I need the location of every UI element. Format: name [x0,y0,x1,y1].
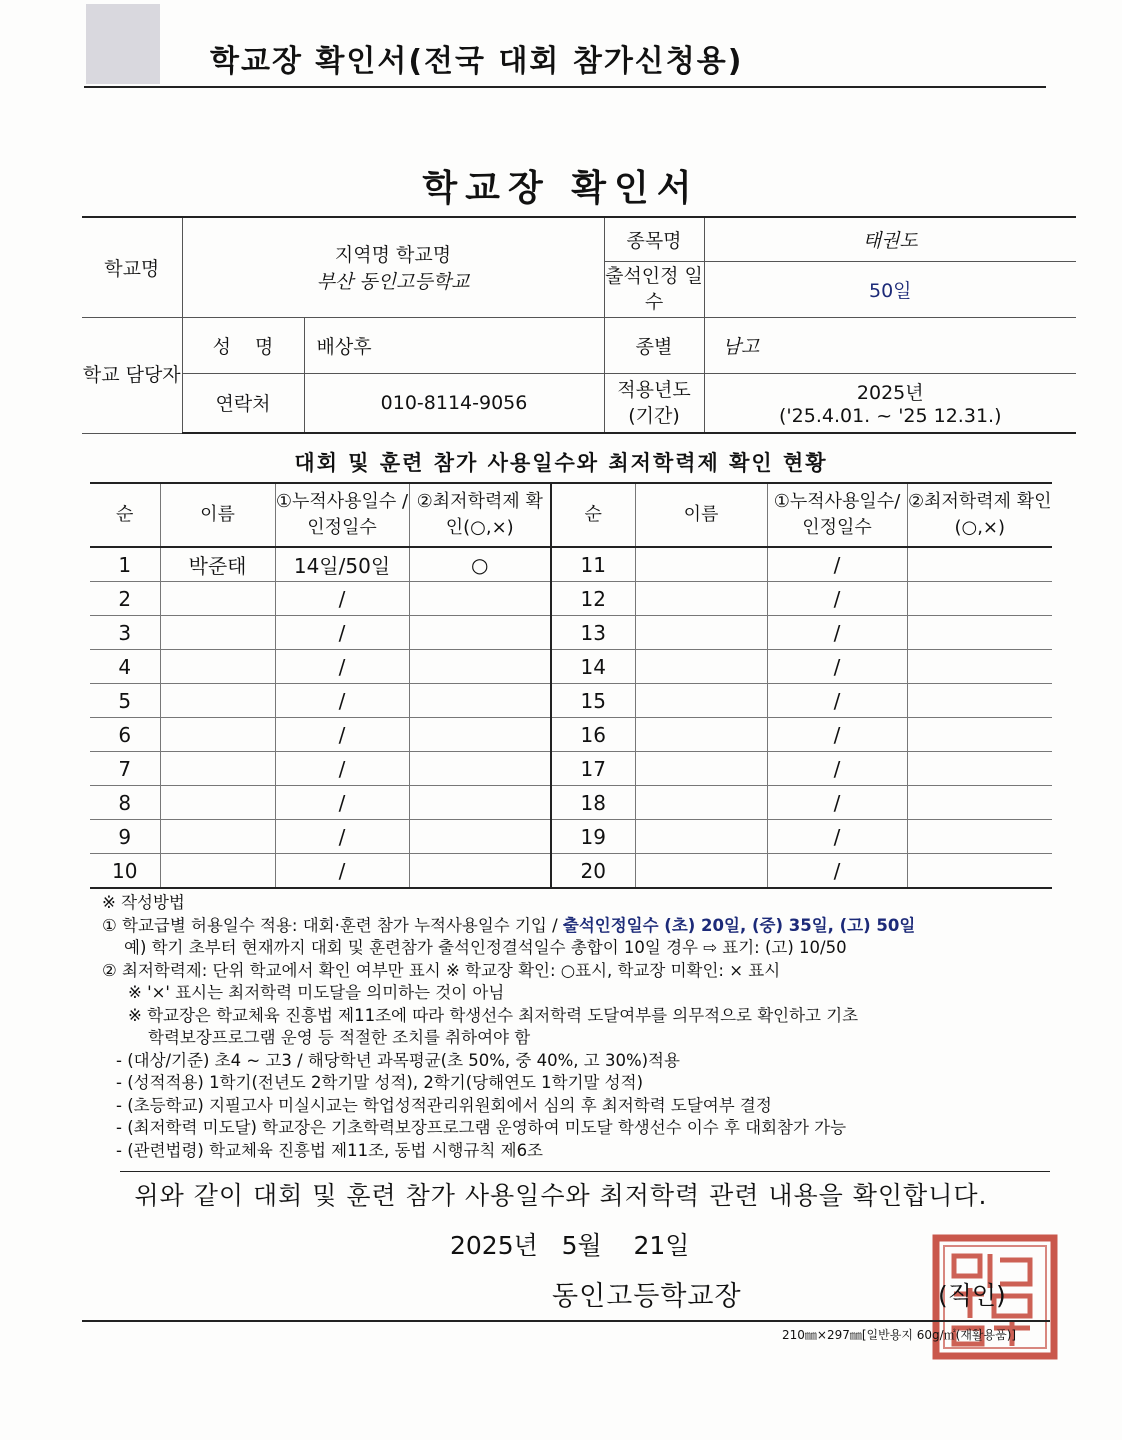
school-value: 부산 동인고등학교 [316,271,470,294]
table-cell: 박준태 [160,547,275,582]
table-cell [160,650,275,684]
table-cell: / [275,616,409,650]
confirm-statement: 위와 같이 대회 및 훈련 참가 사용일수와 최저학력 관련 내용을 확인합니다. [134,1181,988,1210]
note-1-example: 예) 학기 초부터 현재까지 대회 및 훈련참가 출석인정결석일수 총합이 10일 경우 ⇨ 표기: (고) 10/50 [124,938,847,957]
instructions [102,892,1062,1162]
school-sub-label: 지역명 학교명 [334,244,452,267]
table-cell: 2 [90,582,160,616]
gender-value: 남고 [704,317,1076,373]
table-cell [409,718,551,752]
table-cell [160,684,275,718]
table-cell [160,718,275,752]
detail-3: - (초등학교) 지필고사 미실시교는 학업성적관리위원회에서 심의 후 최저학력 도달여부 결정 [116,1095,772,1115]
table-cell: 20 [551,854,635,889]
note-2: ② 최저학력제: 단위 학교에서 확인 여부만 표시 ※ 학교장 확인: ○표시, 학교장 미확인: × 표시 [102,960,781,980]
table-row [90,684,1052,718]
table-cell: / [275,718,409,752]
table-cell: 11 [551,547,635,582]
table-cell [907,820,1052,854]
col-header: 이름 [635,483,767,547]
table-cell [907,854,1052,889]
col-header: 이름 [160,483,275,547]
note-4: ※ 학교장은 학교체육 진흥법 제11조에 따라 학생선수 최저학력 도달여부를 의무적으로 확인하고 기초 [128,1005,859,1025]
table-cell: / [275,752,409,786]
table-cell: / [767,616,907,650]
table-cell: / [275,582,409,616]
table-cell: 12 [551,582,635,616]
school-cell [182,217,604,317]
table-cell [635,718,767,752]
table-cell: / [767,684,907,718]
table-cell: 7 [90,752,160,786]
table-cell: 4 [90,650,160,684]
footer-divider [82,1320,1050,1322]
table-cell [907,650,1052,684]
table-cell: / [767,650,907,684]
table-cell: / [767,547,907,582]
table-cell: / [767,786,907,820]
table-row [90,718,1052,752]
table-cell [160,582,275,616]
table-cell: 14일/50일 [275,547,409,582]
contact-value: 010-8114-9056 [304,373,604,433]
table-row [90,820,1052,854]
note-3: ※ '×' 표시는 최저학력 미도달을 의미하는 것이 아님 [128,983,505,1002]
table-cell [409,616,551,650]
table-cell: 6 [90,718,160,752]
table-cell: 17 [551,752,635,786]
note-5: 학력보장프로그램 운영 등 적절한 조치를 취하여야 함 [148,1028,531,1047]
redaction-block [86,4,160,84]
table-row [90,547,1052,582]
table-cell: 8 [90,786,160,820]
name-value: 배상후 [304,317,604,373]
table-cell [635,684,767,718]
section-title: 대회 및 훈련 참가 사용일수와 최저학력제 확인 현황 [294,451,828,475]
col-header: ②최저학력제 확인(○,×) [907,483,1052,547]
table-cell: / [275,684,409,718]
table-cell: 9 [90,820,160,854]
table-cell [907,547,1052,582]
table-cell [635,752,767,786]
table-cell: / [767,854,907,889]
detail-2: - (성적적용) 1학기(전년도 2학기말 성적), 2학기(당해연도 1학기말 성적) [116,1073,644,1092]
table-cell: 16 [551,718,635,752]
paper-spec-footer: 210㎜×297㎜[일반용지 60g/㎡(재활용품)] [782,1328,1017,1342]
table-cell [409,582,551,616]
table-cell: 18 [551,786,635,820]
table-cell [907,752,1052,786]
table-cell: 10 [90,854,160,889]
usage-table [90,482,1052,889]
table-cell: 15 [551,684,635,718]
detail-1: - (대상/기준) 초4 ~ 고3 / 해당학년 과목평균(초 50%, 중 40%, 고 30%)적용 [116,1050,680,1070]
table-cell: 3 [90,616,160,650]
issue-date: 2025년 5월 21일 [450,1231,690,1260]
table-cell [635,547,767,582]
table-cell [907,582,1052,616]
col-header: ①누적사용일수/ 인정일수 [767,483,907,547]
table-cell: / [275,854,409,889]
attend-label: 출석인정 일수 [604,261,704,317]
table-cell [160,854,275,889]
table-cell [160,786,275,820]
table-cell: 19 [551,820,635,854]
table-cell [907,718,1052,752]
table-cell: ○ [409,547,551,582]
school-label: 학교명 [82,217,182,317]
col-header: 순 [90,483,160,547]
col-header: ①누적사용일수 /인정일수 [275,483,409,547]
table-cell [409,854,551,889]
sport-label: 종목명 [604,217,704,261]
attend-value: 50일 [704,261,1076,317]
col-header: 순 [551,483,635,547]
note-1 [102,915,1062,938]
table-cell: / [767,582,907,616]
table-cell [635,616,767,650]
manager-label: 학교 담당자 [82,317,182,433]
sport-value: 태권도 [704,217,1076,261]
school-info-table [82,216,1076,434]
page-title: 학교장 확인서 [422,168,700,209]
table-cell [635,650,767,684]
table-cell [409,752,551,786]
table-cell [907,786,1052,820]
table-cell [635,854,767,889]
table-cell [160,616,275,650]
table-cell: / [275,650,409,684]
table-row [90,616,1052,650]
table-cell [907,616,1052,650]
table-cell: 5 [90,684,160,718]
col-header: ②최저학력제 확인(○,×) [409,483,551,547]
table-cell [635,786,767,820]
table-cell [409,684,551,718]
table-cell: 13 [551,616,635,650]
table-row [90,650,1052,684]
table-row [90,786,1052,820]
table-cell [409,786,551,820]
table-cell [409,820,551,854]
table-cell: / [767,820,907,854]
name-label: 성 명 [182,317,304,373]
contact-label: 연락처 [182,373,304,433]
table-cell [635,582,767,616]
notes-divider [120,1171,1050,1172]
table-row [90,854,1052,889]
year-cell [704,373,1076,433]
year-value: 2025년 [856,382,924,405]
table-row [90,582,1052,616]
table-cell: 1 [90,547,160,582]
table-cell: / [275,820,409,854]
header-divider [84,86,1046,88]
table-cell [160,820,275,854]
detail-5: - (관련법령) 학교체육 진흥법 제11조, 동법 시행규칙 제6조 [116,1140,543,1160]
seal-label: (직인) [938,1281,1006,1310]
table-cell [907,684,1052,718]
year-label: 적용년도 (기간) [604,373,704,433]
table-row [90,752,1052,786]
principal-name: 동인고등학교장 [552,1281,742,1312]
gender-label: 종별 [604,317,704,373]
note-1-bold: 출석인정일수 (초) 20일, (중) 35일, (고) 50일 [562,915,916,935]
period-value: ('25.4.01. ~ '25 12.31.) [779,405,1002,428]
note-1-text: ① 학교급별 허용일수 적용: 대회·훈련 참가 누적사용일수 기입 / [102,915,563,935]
detail-4: - (최저학력 미도달) 학교장은 기초학력보장프로그램 운영하여 미도달 학생선수 이수 후 대회참가 가능 [116,1118,847,1137]
table-cell: 14 [551,650,635,684]
table-cell: / [275,786,409,820]
notes-heading: ※ 작성방법 [102,893,185,912]
document-header: 학교장 확인서(전국 대회 참가신청용) [210,44,744,79]
table-cell: / [767,752,907,786]
table-cell [635,820,767,854]
table-cell: / [767,718,907,752]
table-cell [160,752,275,786]
table-cell [409,650,551,684]
